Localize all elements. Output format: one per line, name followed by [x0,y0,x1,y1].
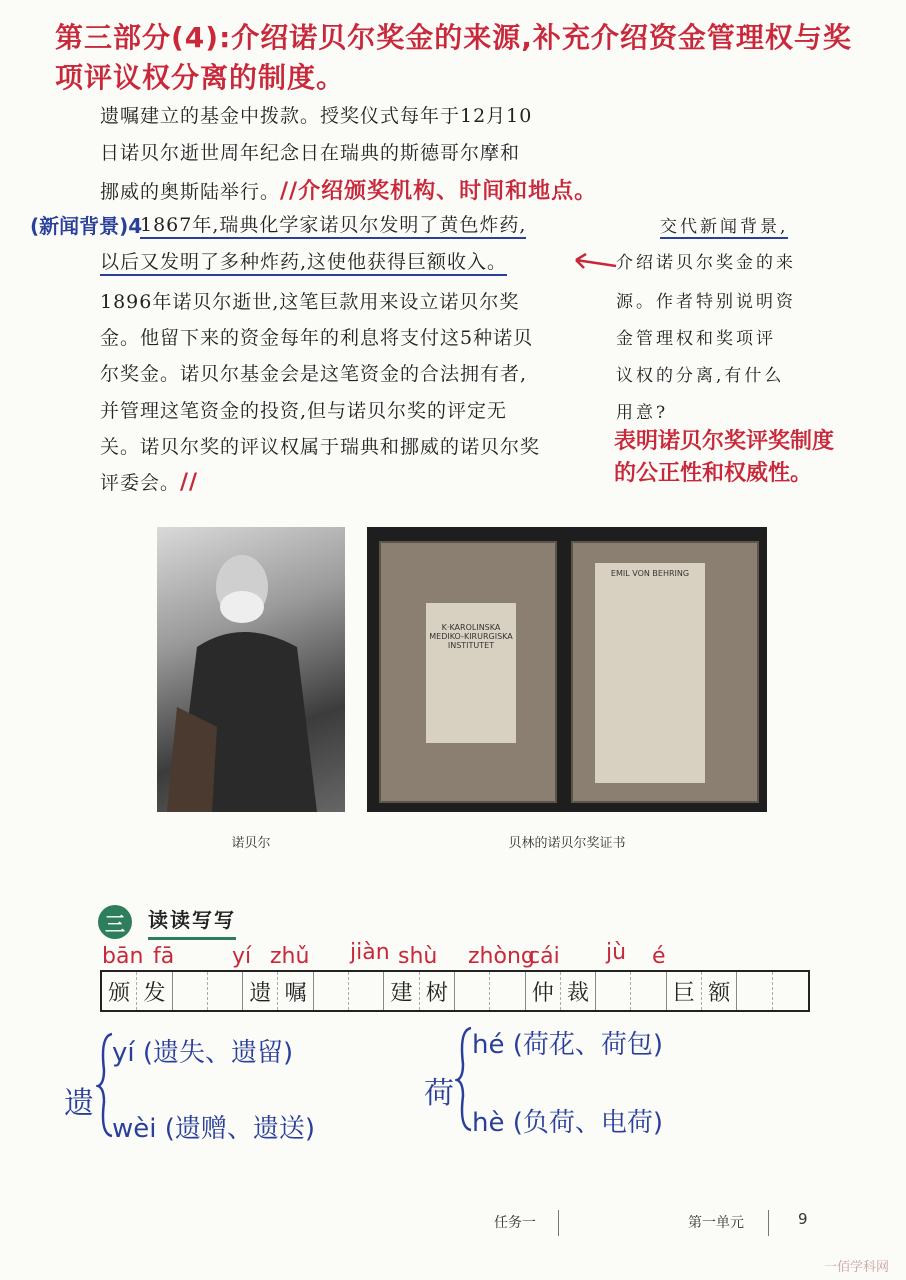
certificate-left-text: K·KAROLINSKA MEDIKO-KIRURGISKA INSTITUTET [426,603,516,743]
side-note-line-1: 交代新闻背景, [660,212,788,239]
line11-annotation: // [180,470,199,495]
pinyin-5: jiàn [350,940,390,965]
grid-cell [596,972,631,1010]
certificate-right-text: EMIL VON BEHRING [595,563,705,783]
footer-divider [768,1210,769,1236]
grid-cell [208,972,243,1010]
body-line-3-text: 挪威的奥斯陆举行。 [100,181,281,203]
side-note-line-6: 用意? [616,403,669,423]
pinyin-1: bān [102,944,144,969]
grid-cell: 颁 [102,972,137,1010]
body-line-11-text: 评委会。 [100,472,181,494]
pinyin-6: shù [398,944,438,969]
caption-certificate: 贝林的诺贝尔奖证书 [508,836,626,851]
side-answer-line-2: 的公正性和权威性。 [614,461,813,486]
grid-cell [173,972,208,1010]
pinyin-4: zhǔ [270,944,310,969]
page-number: 9 [798,1210,808,1228]
polyphone-char-1: 遗 [64,1086,94,1121]
pinyin-3: yí [232,944,252,969]
pinyin-8: cái [528,944,560,969]
writing-grid [100,970,810,1012]
body-line-1: 遗嘱建立的基金中拨款。授奖仪式每年于12月10 [100,105,533,127]
certificate-right-page [571,541,759,803]
section-title: 读读写写 [148,904,236,940]
pinyin-10: é [652,944,666,969]
body-line-2: 日诺贝尔逝世周年纪念日在瑞典的斯德哥尔摩和 [100,142,521,164]
pinyin-9: jù [606,940,627,965]
polyphone-reading-1a: yí (遗失、遗留) [112,1038,294,1068]
body-line-11 [100,468,198,495]
grid-cell [773,972,808,1010]
grid-cell: 遗 [243,972,278,1010]
arrow-left-icon [568,250,618,280]
section-number-icon: 三 [98,905,132,939]
body-line-6: 1896年诺贝尔逝世,这笔巨款用来设立诺贝尔奖 [100,291,520,313]
body-line-9: 并管理这笔资金的投资,但与诺贝尔奖的评定无 [100,400,508,422]
footer-task: 任务一 [494,1215,536,1231]
grid-cell: 嘱 [278,972,313,1010]
caption-nobel: 诺贝尔 [231,836,271,851]
grid-cell: 发 [137,972,172,1010]
line3-annotation: //介绍颁奖机构、时间和地点。 [280,179,598,204]
footer-divider [558,1210,559,1236]
grid-cell [349,972,384,1010]
grid-cell: 建 [384,972,419,1010]
side-note-line-5: 议权的分离,有什么 [616,366,785,386]
grid-cell [631,972,666,1010]
pinyin-7: zhòng [468,944,535,969]
polyphone-char-2: 荷 [424,1076,454,1111]
nobel-portrait [157,527,345,812]
body-line-3 [100,174,597,205]
body-line-4: 1867年,瑞典化学家诺贝尔发明了黄色炸药, [140,210,526,239]
body-line-8: 尔奖金。诺贝尔基金会是这笔资金的合法拥有者, [100,363,528,385]
side-note-line-4: 金管理权和奖项评 [616,329,776,349]
grid-cell: 额 [702,972,737,1010]
portrait-figure-icon [157,527,345,812]
polyphone-reading-2a: hé (荷花、荷包) [472,1030,664,1060]
grid-cell: 巨 [667,972,702,1010]
nobel-certificate [367,527,767,812]
polyphone-reading-1b: wèi (遗赠、遗送) [112,1114,316,1144]
grid-cell: 树 [420,972,455,1010]
pinyin-2: fā [153,944,175,969]
watermark: 一佰学科网 [824,1260,890,1275]
footer-unit: 第一单元 [688,1215,744,1231]
news-background-mark: (新闻背景)4 [30,214,143,238]
certificate-left-page [379,541,557,803]
grid-cell [455,972,490,1010]
side-answer-line-1: 表明诺贝尔奖评奖制度 [614,429,835,454]
body-line-7: 金。他留下来的资金每年的利息将支付这5种诺贝 [100,327,534,349]
side-note-line-2: 介绍诺贝尔奖金的来 [616,253,796,273]
grid-cell: 裁 [561,972,596,1010]
heading-annotation: 第三部分(4):介绍诺贝尔奖金的来源,补充介绍资金管理权与奖项评议权分离的制度。 [55,21,852,94]
grid-cell [314,972,349,1010]
polyphone-reading-2b: hè (负荷、电荷) [472,1108,664,1138]
side-note-line-3: 源。作者特别说明资 [616,292,796,312]
body-line-10: 关。诺贝尔奖的评议权属于瑞典和挪威的诺贝尔奖 [100,436,541,458]
grid-cell [737,972,772,1010]
body-line-5: 以后又发明了多种炸药,这使他获得巨额收入。 [100,247,507,276]
grid-cell [490,972,525,1010]
grid-cell: 仲 [526,972,561,1010]
